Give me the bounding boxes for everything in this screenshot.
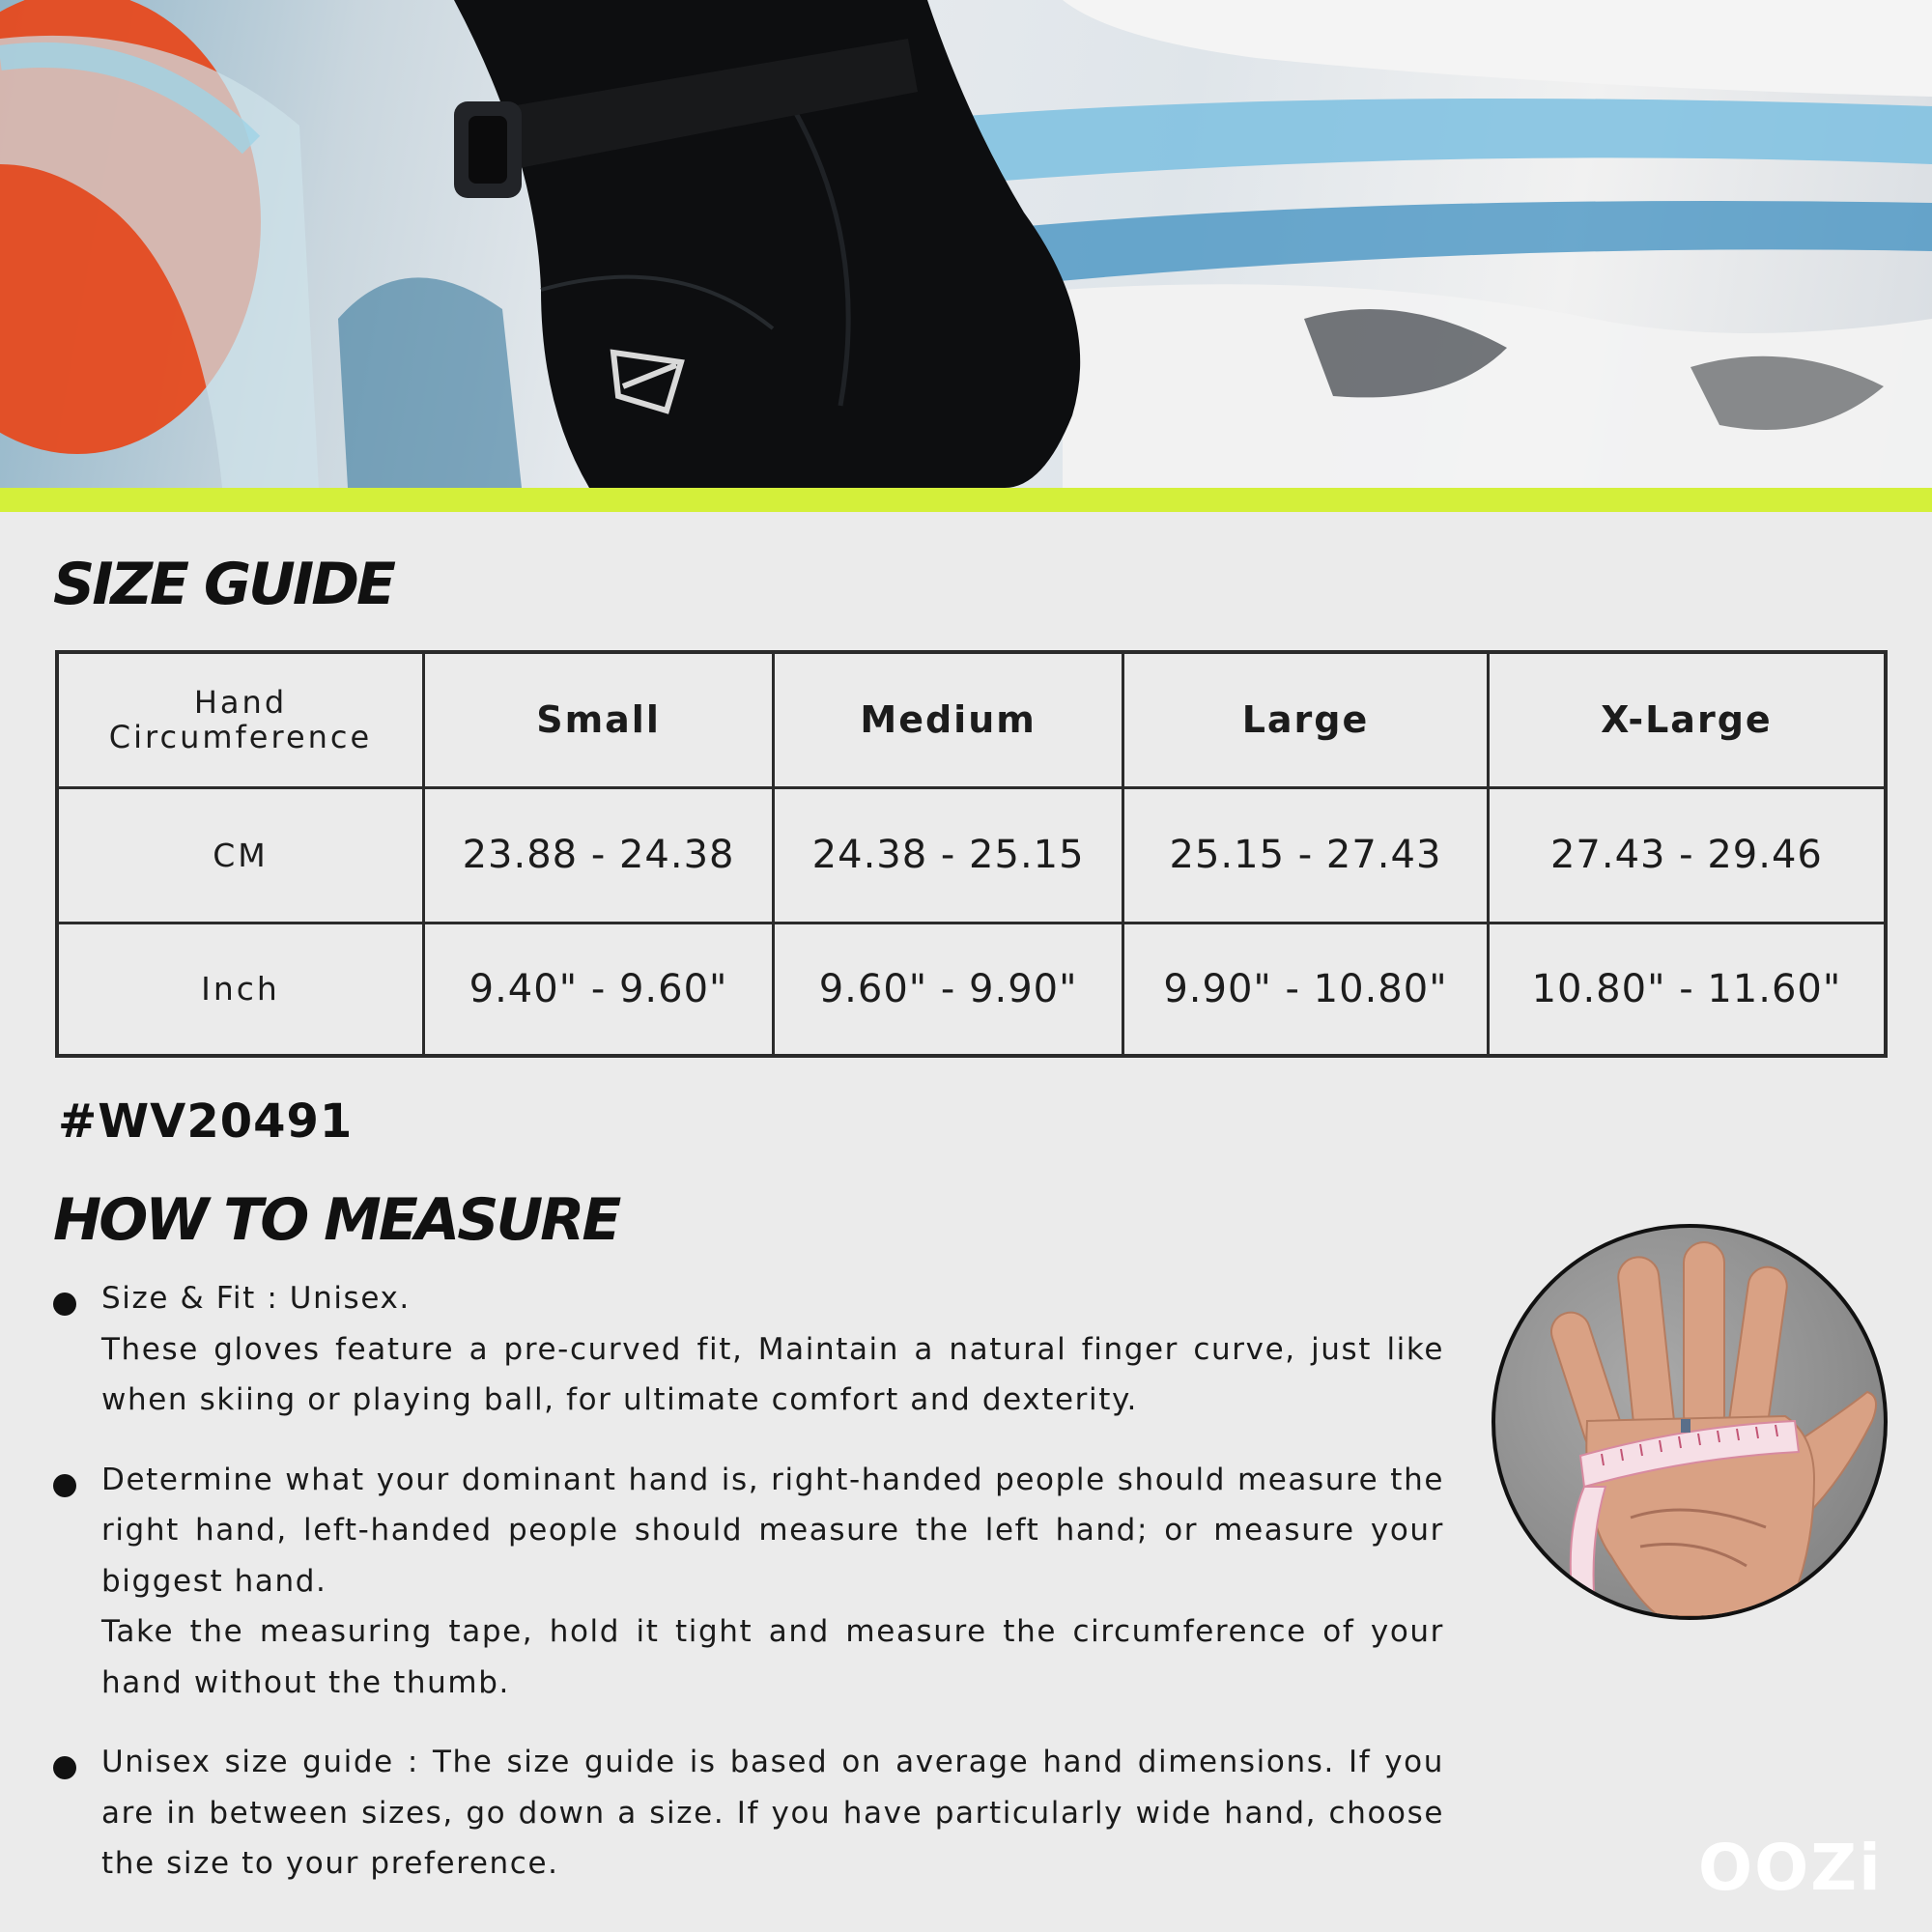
header-x-large: X-Large	[1488, 652, 1886, 787]
header-hand-circumference: Hand Circumference	[57, 652, 424, 787]
size-table	[55, 650, 1888, 1058]
instruction-text: Unisex size guide : The size guide is based on average hand dimensions. If you are in between sizes, go down a size. If you have particularly wide hand, choose the size to your preference.	[101, 1745, 1444, 1881]
cell-cm-small: 23.88 - 24.38	[424, 787, 774, 923]
table-row-inch	[57, 923, 1886, 1056]
list-item	[53, 1737, 1444, 1889]
list-item	[53, 1273, 1444, 1426]
header-large: Large	[1123, 652, 1489, 787]
cell-inch-large: 9.90" - 10.80"	[1123, 923, 1489, 1056]
instruction-text: Determine what your dominant hand is, right-handed people should measure the right hand, left-handed people should measure the left hand; or measure your biggest hand. Take the measuring tape, hold it tight and measure the circumference of your hand without the thumb.	[101, 1462, 1444, 1700]
measure-instructions	[53, 1273, 1444, 1918]
ski-glove-illustration	[0, 0, 1932, 488]
bullet-dot-icon	[53, 1293, 76, 1316]
bullet-dot-icon	[53, 1474, 76, 1497]
instruction-text: Size & Fit : Unisex. These gloves feature a pre-curved fit, Maintain a natural finger curve, just like when skiing or playing ball, for ultimate comfort and dexterity.	[101, 1281, 1444, 1417]
row-label-cm: CM	[57, 787, 424, 923]
product-code: #WV20491	[58, 1094, 354, 1149]
header-small: Small	[424, 652, 774, 787]
how-to-measure-title: HOW TO MEASURE	[53, 1186, 619, 1254]
cell-inch-x-large: 10.80" - 11.60"	[1488, 923, 1886, 1056]
oozi-logo: OOZi	[1698, 1831, 1883, 1905]
cell-cm-large: 25.15 - 27.43	[1123, 787, 1489, 923]
hand-measure-photo	[1492, 1224, 1888, 1620]
cell-cm-x-large: 27.43 - 29.46	[1488, 787, 1886, 923]
accent-divider	[0, 488, 1932, 512]
table-header-row	[57, 652, 1886, 787]
bullet-dot-icon	[53, 1756, 76, 1779]
list-item	[53, 1455, 1444, 1709]
hand-with-tape-illustration	[1495, 1228, 1884, 1616]
cell-inch-medium: 9.60" - 9.90"	[774, 923, 1123, 1056]
size-guide-title: SIZE GUIDE	[53, 551, 394, 618]
header-medium: Medium	[774, 652, 1123, 787]
row-label-inch: Inch	[57, 923, 424, 1056]
hero-photo	[0, 0, 1932, 488]
table-row-cm	[57, 787, 1886, 923]
cell-inch-small: 9.40" - 9.60"	[424, 923, 774, 1056]
cell-cm-medium: 24.38 - 25.15	[774, 787, 1123, 923]
